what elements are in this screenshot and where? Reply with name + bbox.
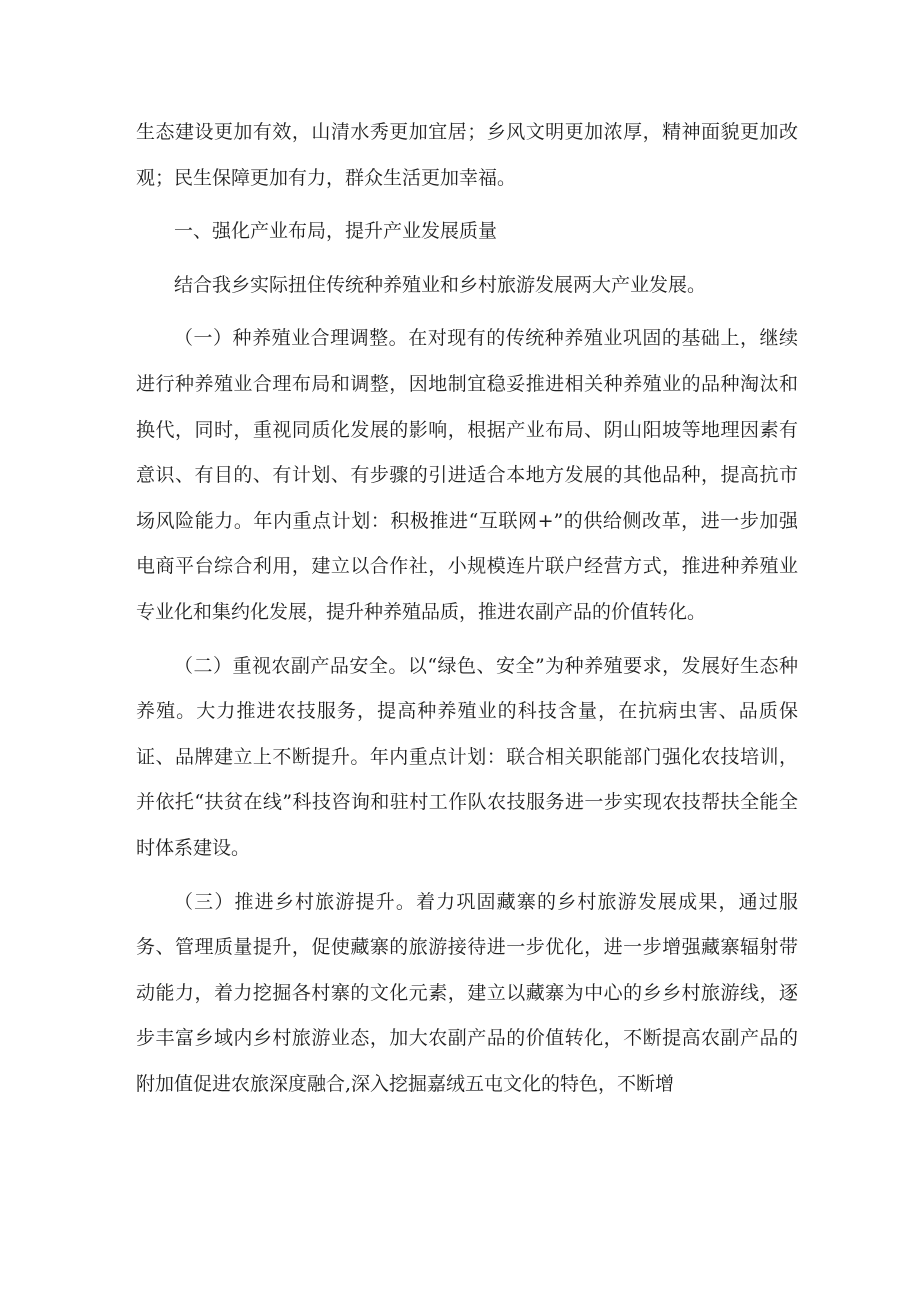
subsection-paragraph-3: （三）推进乡村旅游提升。着力巩固藏寨的乡村旅游发展成果，通过服务、管理质量提升，促使藏寨的旅游接待进一步优化，进一步增强藏寨辐射带动能力，着力挖掘各村寨的文化元素，建立以藏寨为中心的乡乡村旅游线，逐步丰富乡域内乡村旅游业态，加大农副产品的价值转化，不断提高农副产品的附加值促进农旅深度融合,深入挖掘嘉绒五屯文化的特色，不断增	[136, 890, 798, 1095]
paragraph-continuation: 生态建设更加有效，山清水秀更加宜居；乡风文明更加浓厚，精神面貌更加改观；民生保障更加有力，群众生活更加幸福。	[136, 121, 798, 189]
subsection-paragraph-2: （二）重视农副产品安全。以“绿色、安全”为种养殖要求，发展好生态种养殖。大力推进农技服务，提高种养殖业的科技含量，在抗病虫害、品质保证、品牌建立上不断提升。年内重点计划：联合相关职能部门强化农技培训，并依托“扶贫在线”科技咨询和驻村工作队农技服务进一步实现农技帮扶全能全时体系建设。	[136, 654, 798, 859]
section-heading: 一、强化产业布局，提升产业发展质量	[174, 220, 498, 243]
document-body	[136, 110, 798, 1107]
subsection-paragraph-1: （一）种养殖业合理调整。在对现有的传统种养殖业巩固的基础上，继续进行种养殖业合理布局和调整，因地制宜稳妥推进相关种养殖业的品种淘汰和换代，同时，重视同质化发展的影响，根据产业布局、阴山阳坡等地理因素有意识、有目的、有计划、有步骤的引进适合本地方发展的其他品种，提高抗市场风险能力。年内重点计划：积极推进“互联网+”的供给侧改革，进一步加强电商平台综合利用，建立以合作社，小规模连片联户经营方式，推进种养殖业专业化和集约化发展，提升种养殖品质，推进农副产品的价值转化。	[136, 327, 798, 623]
section-intro-paragraph: 结合我乡实际扭住传统种养殖业和乡村旅游发展两大产业发展。	[174, 273, 707, 296]
